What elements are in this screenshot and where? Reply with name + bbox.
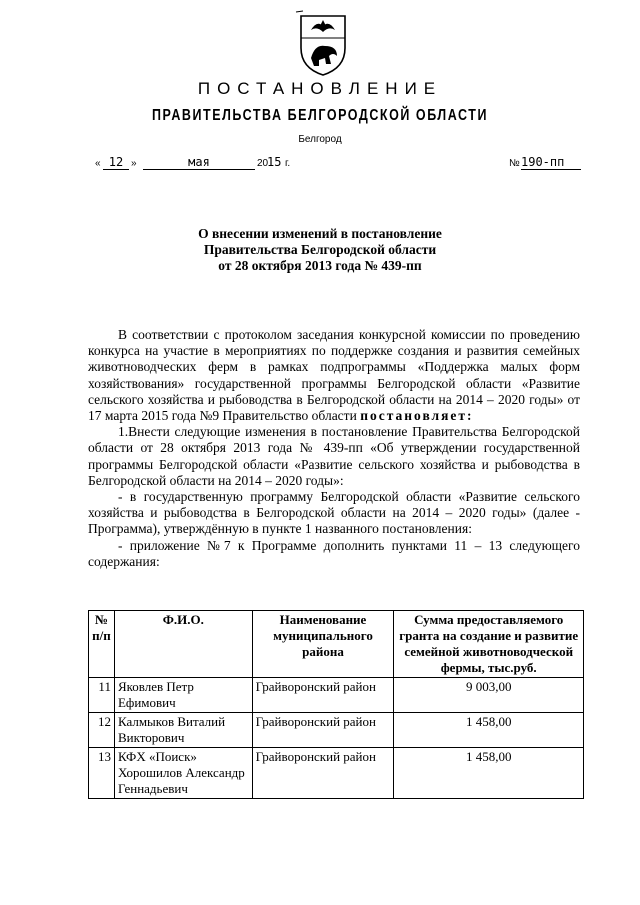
- date-year-prefix: 20: [257, 158, 269, 169]
- date-month: мая: [143, 155, 255, 170]
- date-year-suffix: г.: [285, 158, 291, 169]
- item-1-paragraph: 1.Внести следующие изменения в постановление Правительства Белгородской области от 28 октября 2013 года № 439-пп «Об утверждении государственной программы Белгородской области «Развитие сельского хозяйства и рыбоводства в Белгородской области на 2014 – 2020 годы»:: [88, 424, 580, 488]
- table-row: [89, 678, 584, 713]
- table-header-row: [89, 611, 584, 678]
- row-district: Грайворонский район: [252, 713, 394, 748]
- row-district: Грайворонский район: [252, 748, 394, 799]
- heading-line-1: О внесении изменений в постановление: [198, 226, 442, 241]
- date-open-quote: «: [95, 158, 101, 169]
- document-body: [88, 327, 580, 570]
- row-fio: Яковлев Петр Ефимович: [114, 678, 252, 713]
- document-heading: [0, 226, 640, 274]
- table-row: [89, 748, 584, 799]
- issuing-authority-title: ПРАВИТЕЛЬСТВА БЕЛГОРОДСКОЙ ОБЛАСТИ: [152, 107, 488, 124]
- resolves-keyword: постановляет:: [360, 408, 474, 424]
- row-fio: Калмыков Виталий Викторович: [114, 713, 252, 748]
- header-sum: Сумма предоставляемого гранта на создание и развитие семейной животноводческой фермы, тыс.руб.: [394, 611, 584, 678]
- appendix-paragraph: - приложение №7 к Программе дополнить пунктами 11 – 13 следующего содержания:: [88, 537, 580, 569]
- row-num: 11: [89, 678, 115, 713]
- row-fio: КФХ «Поиск» Хорошилов Александр Геннадьевич: [114, 748, 252, 799]
- table-row: [89, 713, 584, 748]
- date-close-quote: »: [131, 158, 137, 169]
- document-type-title: ПОСТАНОВЛЕНИЕ: [197, 79, 443, 98]
- number-prefix: №: [509, 158, 520, 169]
- row-sum: 1 458,00: [394, 748, 584, 799]
- heading-line-2: Правительства Белгородской области: [203, 242, 437, 257]
- row-district: Грайворонский район: [252, 678, 394, 713]
- header-district: Наименование муниципального района: [252, 611, 394, 678]
- city-label: Белгород: [298, 134, 342, 145]
- row-sum: 1 458,00: [394, 713, 584, 748]
- heading-line-3: от 28 октября 2013 года № 439-пп: [218, 258, 422, 273]
- date-day: 12: [103, 155, 129, 170]
- row-num: 13: [89, 748, 115, 799]
- row-sum: 9 003,00: [394, 678, 584, 713]
- header-num: № п/п: [89, 611, 115, 678]
- preamble-paragraph: [88, 327, 580, 424]
- document-number: 190-пп: [521, 155, 581, 170]
- program-paragraph: - в государственную программу Белгородской области «Развитие сельского хозяйства и рыбоводства в Белгородской области на 2014 – 2020 годы» (далее - Программа), утверждённую в пункте 1 названного постановления:: [88, 489, 580, 537]
- date-number-line: [95, 155, 595, 176]
- header-fio: Ф.И.О.: [114, 611, 252, 678]
- coat-of-arms-icon: [293, 8, 353, 78]
- row-num: 12: [89, 713, 115, 748]
- grants-table: [88, 610, 584, 799]
- date-year-handwritten: 15: [267, 155, 282, 169]
- preamble-text: В соответствии с протоколом заседания конкурсной комиссии по проведению конкурса на участие в мероприятиях по поддержке создания и развития семейных животноводческих ферм в рамках подпрограммы «Поддержка малых форм хозяйствования» государственной программы Белгородской области «Развитие сельского хозяйства и рыбоводства в Белгородской области на 2014 – 2020 годы» от 17 марта 2015 года №9 Правительство области: [88, 327, 580, 424]
